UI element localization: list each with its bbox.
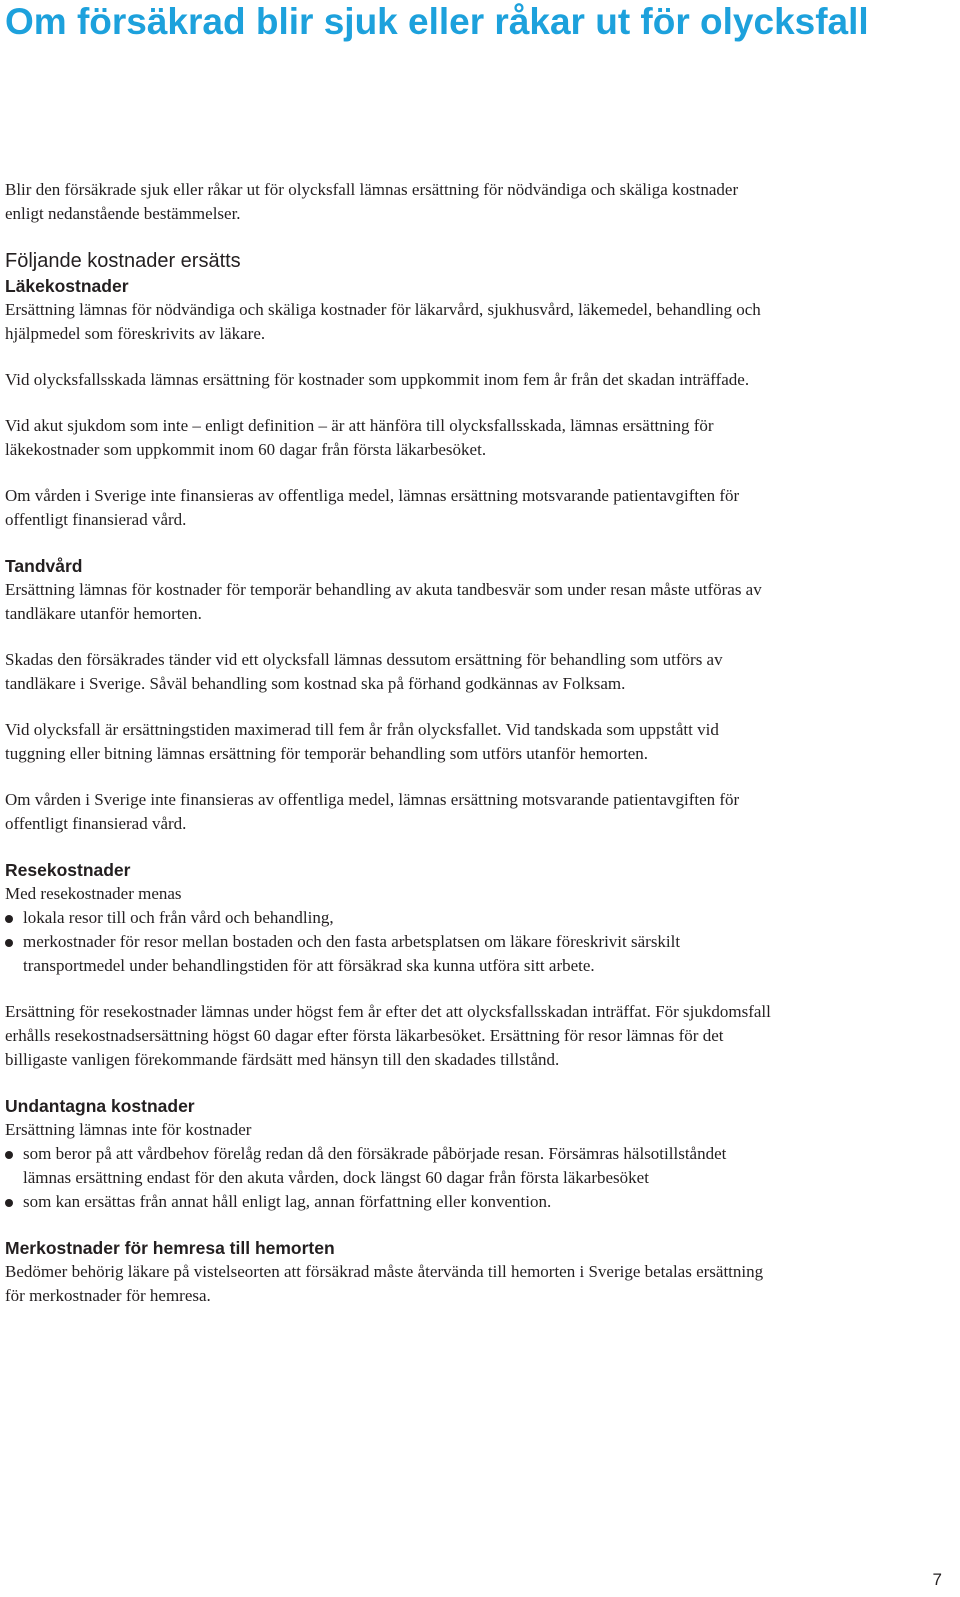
resekostnader-list: [5, 906, 775, 978]
undantagna-heading: Undantagna kostnader: [5, 1096, 195, 1116]
lakekostnader-paragraph: Vid olycksfallsskada lämnas ersättning för kostnader som uppkommit inom fem år från det skadan inträffade.: [5, 370, 750, 389]
bullet-icon: [5, 939, 13, 947]
list-item: lokala resor till och från vård och behandling,: [5, 906, 775, 930]
undantagna-lead: Ersättning lämnas inte för kostnader: [5, 1120, 252, 1139]
resekostnader-paragraph: Ersättning för resekostnader lämnas under högst fem år efter det att olycksfallsskadan inträffat. För sjukdomsfall erhålls resekostnadsersättning högst 60 dagar efter första läkarbesöket. Ersättning för resor lämnas för det billigaste vanligen förekommande färdsätt med hänsyn till den skadades tillstånd.: [5, 1002, 771, 1069]
undantagna-list: [5, 1142, 775, 1214]
lakekostnader-heading: Läkekostnader: [5, 276, 129, 296]
tandvard-paragraph: Skadas den försäkrades tänder vid ett olycksfall lämnas dessutom ersättning för behandling som utförs av tandläkare i Sverige. Såväl behandling som kostnad ska på förhand godkännas av Folksam.: [5, 650, 723, 693]
intro-paragraph: Blir den försäkrade sjuk eller råkar ut för olycksfall lämnas ersättning för nödvändiga och skäliga kostnader enligt nedanstående bestämmelser.: [5, 180, 739, 223]
lakekostnader-paragraph: Vid akut sjukdom som inte – enligt definition – är att hänföra till olycksfallsskada, lämnas ersättning för läkekostnader som uppkommit inom 60 dagar från första läkarbesöket.: [5, 416, 714, 459]
lakekostnader-paragraph: Ersättning lämnas för nödvändiga och skäliga kostnader för läkarvård, sjukhusvård, läkemedel, behandling och hjälpmedel som föreskrivits av läkare.: [5, 300, 761, 343]
section-heading: Följande kostnader ersätts: [5, 250, 241, 272]
list-item: som beror på att vårdbehov förelåg redan då den försäkrade påbörjade resan. Försämras hälsotillståndet lämnas ersättning endast för den akuta vården, dock längst 60 dagar från första läkarbesöket: [5, 1142, 775, 1190]
bullet-icon: [5, 915, 13, 923]
list-item: merkostnader för resor mellan bostaden och den fasta arbetsplatsen om läkare föreskrivit särskilt transportmedel under behandlingstiden för att försäkrad ska kunna utföra sitt arbete.: [5, 930, 775, 978]
merkostnader-heading: Merkostnader för hemresa till hemorten: [5, 1238, 335, 1258]
bullet-icon: [5, 1199, 13, 1207]
tandvard-paragraph: Ersättning lämnas för kostnader för temporär behandling av akuta tandbesvär som under resan måste utföras av tandläkare utanför hemorten.: [5, 580, 762, 623]
tandvard-paragraph: Vid olycksfall är ersättningstiden maximerad till fem år från olycksfallet. Vid tandskada som uppstått vid tuggning eller bitning lämnas ersättning för temporär behandling som utförs utanför hemorten.: [5, 720, 719, 763]
list-item: som kan ersättas från annat håll enligt lag, annan författning eller konvention.: [5, 1190, 775, 1214]
page-title: Om försäkrad blir sjuk eller råkar ut för olycksfall: [5, 1, 869, 42]
lakekostnader-paragraph: Om vården i Sverige inte finansieras av offentliga medel, lämnas ersättning motsvarande patientavgiften för offentligt finansierad vård.: [5, 486, 740, 529]
document-body: [5, 178, 775, 1330]
merkostnader-paragraph: Bedömer behörig läkare på vistelseorten att försäkrad måste återvända till hemorten i Sverige betalas ersättning för merkostnader för hemresa.: [5, 1262, 764, 1305]
bullet-icon: [5, 1151, 13, 1159]
page-number: 7: [932, 1570, 942, 1589]
tandvard-heading: Tandvård: [5, 556, 83, 576]
resekostnader-lead: Med resekostnader menas: [5, 884, 182, 903]
resekostnader-heading: Resekostnader: [5, 860, 131, 880]
tandvard-paragraph: Om vården i Sverige inte finansieras av offentliga medel, lämnas ersättning motsvarande patientavgiften för offentligt finansierad vård.: [5, 790, 740, 833]
